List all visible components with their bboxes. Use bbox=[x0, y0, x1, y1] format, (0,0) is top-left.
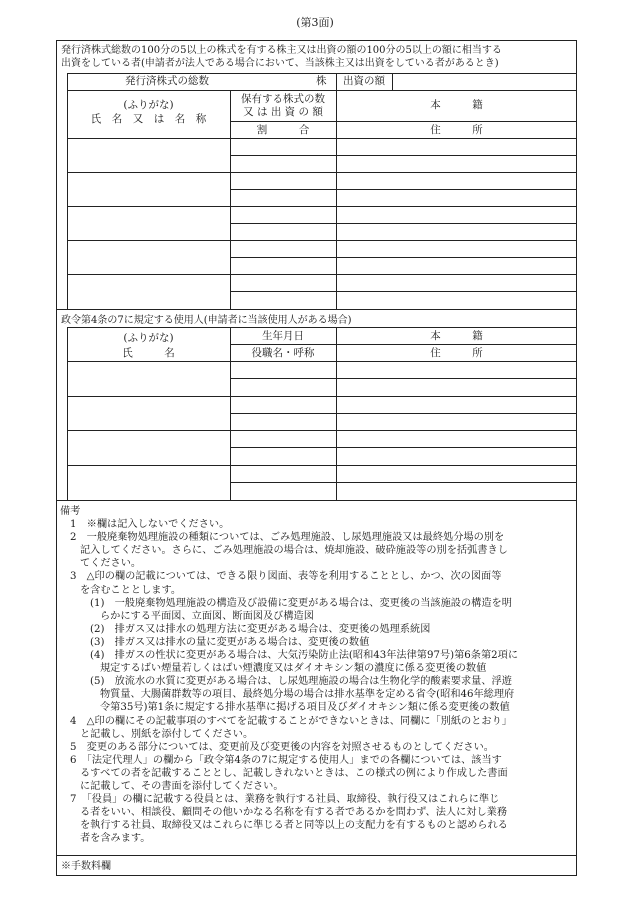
section-divider-1 bbox=[56, 309, 577, 310]
emp-row-sub bbox=[230, 413, 577, 414]
note-line: に記載して、その書面を添付してください。 bbox=[80, 780, 284, 792]
note-line: (4) 排ガスの性状に変更がある場合は、大気汚染防止法(昭和43年法律第97号)第6条第2項に bbox=[90, 650, 519, 662]
shares-held-label-1: 保有する株式の数 bbox=[241, 93, 325, 105]
fee-divider bbox=[56, 855, 577, 856]
note-line: らかにする平面図、立面図、断面図及び構造図 bbox=[100, 610, 314, 622]
emp-row-sub bbox=[230, 482, 577, 483]
note-line: (5) 放流水の水質に変更がある場合は、し尿処理施設の場合は生物化学的酸素要求量、浮遊 bbox=[90, 676, 512, 688]
sh-line-col1 bbox=[230, 90, 231, 309]
sh-furigana-label: (ふりがな) bbox=[123, 99, 174, 111]
shares-unit: 株 bbox=[316, 75, 327, 87]
sh-row-line bbox=[67, 172, 577, 173]
sh-row-sub bbox=[230, 189, 577, 190]
section-divider-2 bbox=[56, 500, 577, 501]
note-line: 物質量、大腸菌群数等の項目、最終処分場の場合は排水基準を定める省令(昭和46年総理府 bbox=[100, 689, 515, 701]
note-line: 3 △印の欄の記載については、できる限り図面、表等を利用することとし、かつ、次の図面等 bbox=[70, 571, 502, 583]
sh-line-header1 bbox=[67, 90, 577, 91]
note-line: 6 「法定代理人」の欄から「政令第4条の7に規定する使用人」までの各欄については、該当す bbox=[70, 754, 502, 766]
emp-line-header-mid bbox=[230, 344, 577, 345]
employees-heading: 政令第4条の7に規定する使用人(申請者に当該使用人がある場合) bbox=[61, 315, 352, 326]
sh-name-label: 氏 名 又 は 名 称 bbox=[90, 113, 207, 125]
note-line: 者を含みます。 bbox=[80, 833, 151, 845]
birth-label: 生年月日 bbox=[262, 330, 304, 342]
emp-row-sub bbox=[230, 378, 577, 379]
role-label: 役職名・呼称 bbox=[251, 347, 315, 359]
page-label: (第3面) bbox=[296, 16, 334, 29]
shareholders-heading-line1: 発行済株式総数の100分の5以上の株式を有する株主又は出資の額の100分の5以上の額に相当する bbox=[61, 45, 502, 56]
note-line: 規定するばい煙量若しくはばい煙濃度又はダイオキシン類の濃度に係る変更後の数値 bbox=[100, 663, 487, 675]
fee-label: ※手数料欄 bbox=[61, 861, 111, 872]
emp-row-line bbox=[67, 465, 577, 466]
notes-title: 備考 bbox=[60, 506, 81, 517]
shareholders-heading-line2: 出資をしている者(申請者が法人である場合において、当該株主又は出資をしている者があるとき) bbox=[61, 58, 499, 69]
shares-held-label-2: 又 は 出 資 の 額 bbox=[243, 106, 323, 118]
note-line: る者をいい、相談役、顧問その他いかなる名称を有する者であるかを問わず、法人に対し業務 bbox=[80, 807, 508, 819]
note-line: (1) 一般廃棄物処理施設の構造及び設備に変更がある場合は、変更後の当該施設の構造を明 bbox=[90, 597, 512, 609]
note-line: 1 ※欄は記入しないでください。 bbox=[70, 519, 230, 531]
emp-line-header-bottom bbox=[67, 361, 577, 362]
total-shares-label: 発行済株式の総数 bbox=[125, 75, 209, 87]
sh-row-sub bbox=[230, 223, 577, 224]
sh-row-sub bbox=[230, 291, 577, 292]
investment-label: 出資の額 bbox=[343, 75, 385, 87]
sh-row-sub bbox=[230, 155, 577, 156]
sh-row-line bbox=[67, 240, 577, 241]
note-line: を執行する社員、取締役又はこれらに準じる者と同等以上の支配力を有するものと認められる bbox=[80, 820, 508, 832]
note-line: (2) 排ガス又は排水の処理方法に変更がある場合は、変更後の処理系統図 bbox=[90, 623, 431, 635]
emp-row-sub bbox=[230, 447, 577, 448]
note-line: (3) 排ガス又は排水の量に変更がある場合は、変更後の数値 bbox=[90, 636, 370, 648]
sh-row-line bbox=[67, 274, 577, 275]
sh-address-label: 住 所 bbox=[430, 124, 483, 136]
note-line: 4 △印の欄にその記載事項のすべてを記載することができないときは、同欄に「別紙のとおり」 bbox=[70, 715, 512, 727]
notes-section bbox=[60, 505, 572, 845]
sh-line-investment bbox=[392, 73, 393, 90]
sh-line-top bbox=[67, 73, 577, 74]
emp-domicile-label: 本 籍 bbox=[430, 330, 483, 342]
emp-row-line bbox=[67, 396, 577, 397]
note-line: と記載し、別紙を添付してください。 bbox=[80, 728, 254, 740]
emp-row-line bbox=[67, 430, 577, 431]
sh-line-header-mid bbox=[230, 121, 577, 122]
note-line: を含むこととします。 bbox=[80, 584, 182, 596]
sh-row-line bbox=[67, 206, 577, 207]
note-line: 記入してください。さらに、ごみ処理施設の場合は、焼却施設、破砕施設等の別を括弧書きし bbox=[80, 545, 508, 557]
note-line: てください。 bbox=[80, 558, 142, 570]
emp-line-top bbox=[67, 327, 577, 328]
note-line: るすべての者を記載することとし、記載しきれないときは、この様式の例により作成した書面 bbox=[80, 767, 508, 779]
emp-name-label: 氏 名 bbox=[122, 347, 175, 359]
sh-line-header-bottom bbox=[67, 138, 577, 139]
note-line: 令第35号)第1条に規定する排水基準に掲げる項目及びダイオキシン類に係る変更後の数値 bbox=[100, 702, 510, 714]
note-line: 5 変更のある部分については、変更前及び変更後の内容を対照させるものとしてください。 bbox=[70, 741, 494, 753]
note-line: 7 「役員」の欄に記載する役員とは、業務を執行する社員、取締役、執行役又はこれらに準じ bbox=[70, 794, 500, 806]
emp-address-label: 住 所 bbox=[430, 347, 483, 359]
emp-furigana-label: (ふりがな) bbox=[123, 332, 174, 344]
note-line: 2 一般廃棄物処理施設の種類については、ごみ処理施設、し尿処理施設又は最終処分場の別を bbox=[70, 532, 505, 544]
sh-domicile-label: 本 籍 bbox=[430, 99, 483, 111]
ratio-label: 割 合 bbox=[256, 124, 310, 136]
sh-row-sub bbox=[230, 257, 577, 258]
